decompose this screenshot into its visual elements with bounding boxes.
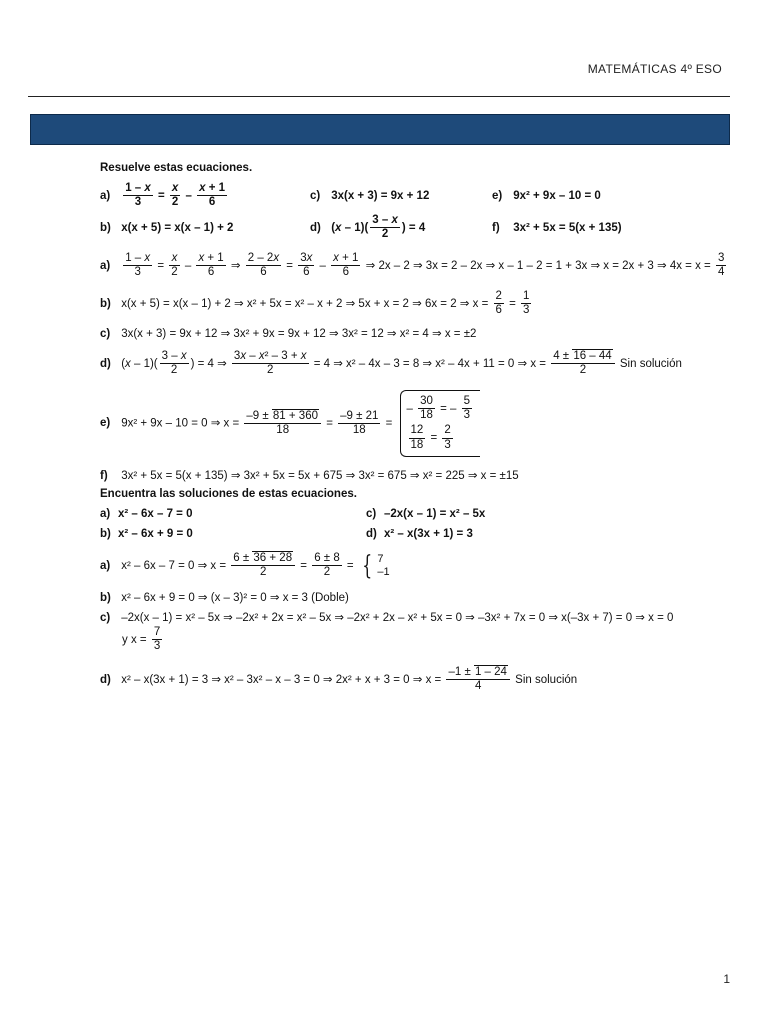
exercise2-b: b) x² – 6x + 9 = 0 [100,528,193,540]
page-number: 1 [723,972,730,986]
solution2-c: c) –2x(x – 1) = x² – 5x ⇒ –2x² + 2x = x² – 5x ⇒ –2x² + 2x – x² + 5x = 0 ⇒ –3x² + 7x = 0 ⇒ x(–3x + 7) = 0 ⇒ x = 0 [100,612,674,624]
exercise2-c: c) –2x(x – 1) = x² – 5x [366,508,486,520]
section1-heading: Resuelve estas ecuaciones. [100,162,253,174]
exercise-f: f) 3x² + 5x = 5(x + 135) [492,222,622,234]
solution2-d: d) x² – x(3x + 1) = 3 ⇒ x² – 3x² – x – 3 = 0 ⇒ 2x² + x + 3 = 0 ⇒ x = $\frac{-1 \pm 1 - 24}{4}$ Sin solución [100,666,578,693]
solution-d: d) (x – 1)( $\frac{3 - x}{2}$ ) = 4 ⇒ $\frac{\text{3x – x² – 3 + x}}{2}$ = 4 ⇒ x² – 4x – 3 = 8 ⇒ x² – 4x + 11 = 0 ⇒ x = $\frac{4 \pm 16 - 44}{2}$ Sin solución [100,350,682,377]
exercise2-a: a) x² – 6x – 7 = 0 [100,508,193,520]
section2-heading: Encuentra las soluciones de estas ecuaciones. [100,488,357,500]
solution2-b: b) x² – 6x + 9 = 0 ⇒ (x – 3)² = 0 ⇒ x = 3 (Doble) [100,592,349,604]
solution-f: f) 3x² + 5x = 5(x + 135) ⇒ 3x² + 5x = 5x + 675 ⇒ 3x² = 675 ⇒ x² = 225 ⇒ x = ±15 [100,470,519,482]
solution2-a: a) x² – 6x – 7 = 0 ⇒ x = $\frac{6 \pm 36 + 28}{2}$ = $\frac{6 \pm 8}{2}$ = { 7 –1 [100,550,390,581]
exercise-d: d) (x – 1)( $\frac{3 - x}{2}$ ) = 4 [310,214,426,241]
solution-a: a) $\frac{1 - x}{3}$ = $\frac{x}{2}$ – $\frac{x + 1}{6}$ ⇒ $\frac{2 - 2x}{6}$ = $\frac{3x}{6}$ – $\frac{x + 1}{6}$ ⇒ 2x – 2 ⇒ 3x = 2 – 2x ⇒ x – 1 – 2 = 1 + 3x ⇒ x = 2x + 3 ⇒ 4x = x = $\frac{3}{4}$ [100,252,725,279]
exercise-e: e) 9x² + 9x – 10 = 0 [492,190,601,202]
header-title: MATEMÁTICAS 4º ESO [587,62,722,76]
solution-b: b) x(x + 5) = x(x – 1) + 2 ⇒ x² + 5x = x² – x + 2 ⇒ 5x + x = 2 ⇒ 6x = 2 ⇒ x = $\frac{2}{6}$ = $\frac{1}{3}$ [100,290,530,317]
solution-e: e) 9x² + 9x – 10 = 0 ⇒ x = $\frac{-9 \pm 81 + 360}{18}$ = $\frac{-9 \pm 21}{18}$ = – $\frac{30}{18}$ = – $\frac{5}{3}$ $\frac{12}{18}$ = $\frac{2}{3}$ [100,390,480,457]
exercise-c: c) 3x(x + 3) = 9x + 12 [310,190,430,202]
section-banner [30,114,730,145]
solution2-c-second: y x = $\frac{7}{3}$ [122,626,161,653]
exercise-a: a) $\frac{1 - x}{3}$ = $\frac{x}{2}$ – $\frac{x + 1}{6}$ [100,182,226,209]
header-divider [28,96,730,97]
exercise-b: b) x(x + 5) = x(x – 1) + 2 [100,222,234,234]
exercise2-d: d) x² – x(3x + 1) = 3 [366,528,473,540]
solution-e-cases: – $\frac{30}{18}$ = – $\frac{5}{3}$ $\frac{12}{18}$ = $\frac{2}{3}$ [400,390,481,457]
solution-c: c) 3x(x + 3) = 9x + 12 ⇒ 3x² + 9x = 9x + 12 ⇒ 3x² = 12 ⇒ x² = 4 ⇒ x = ±2 [100,328,477,340]
